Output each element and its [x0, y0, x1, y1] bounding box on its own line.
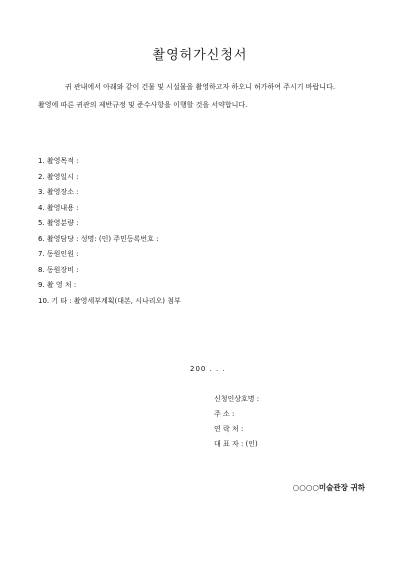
intro-line-1: 귀 관내에서 아래와 같이 건물 및 시설물을 촬영하고자 하오니 허가하여 주시기 바랍니다.: [64, 83, 336, 91]
page-title: 촬영허가신청서: [152, 48, 248, 63]
intro-line-2: 촬영에 따른 귀관의 제반규정 및 준수사항을 이행할 것을 서약합니다.: [38, 101, 248, 109]
applicant-address: 주 소 :: [214, 410, 235, 418]
item-other: 10. 기 타 : 촬영세부계획(대본, 시나리오) 첨부: [38, 296, 181, 305]
item-location: 3. 촬영장소 :: [38, 188, 79, 196]
item-shoot-company: 9. 촬 영 처 :: [38, 281, 77, 289]
date-line: 200 . . .: [190, 365, 226, 373]
item-amount: 5. 촬영분량 :: [38, 219, 79, 227]
item-manager: 6. 촬영담당 : 성명: (인) 주민등록번호 :: [38, 234, 159, 243]
recipient-footer: ○○○○미술관장 귀하: [292, 483, 365, 492]
item-content: 4. 촬영내용 :: [38, 203, 79, 212]
item-purpose: 1. 촬영목적 :: [38, 157, 79, 165]
item-equipment: 8. 동원장비 :: [38, 265, 79, 274]
item-datetime: 2. 촬영일시 :: [38, 172, 79, 181]
item-personnel: 7. 동원인원 :: [38, 250, 79, 258]
item-list: [38, 156, 181, 311]
applicant-representative: 대 표 자 : (인): [214, 440, 258, 448]
signature-block: [214, 394, 259, 454]
applicant-name: 신청인상호명 :: [214, 395, 260, 403]
applicant-contact: 연 락 처 :: [214, 425, 244, 433]
